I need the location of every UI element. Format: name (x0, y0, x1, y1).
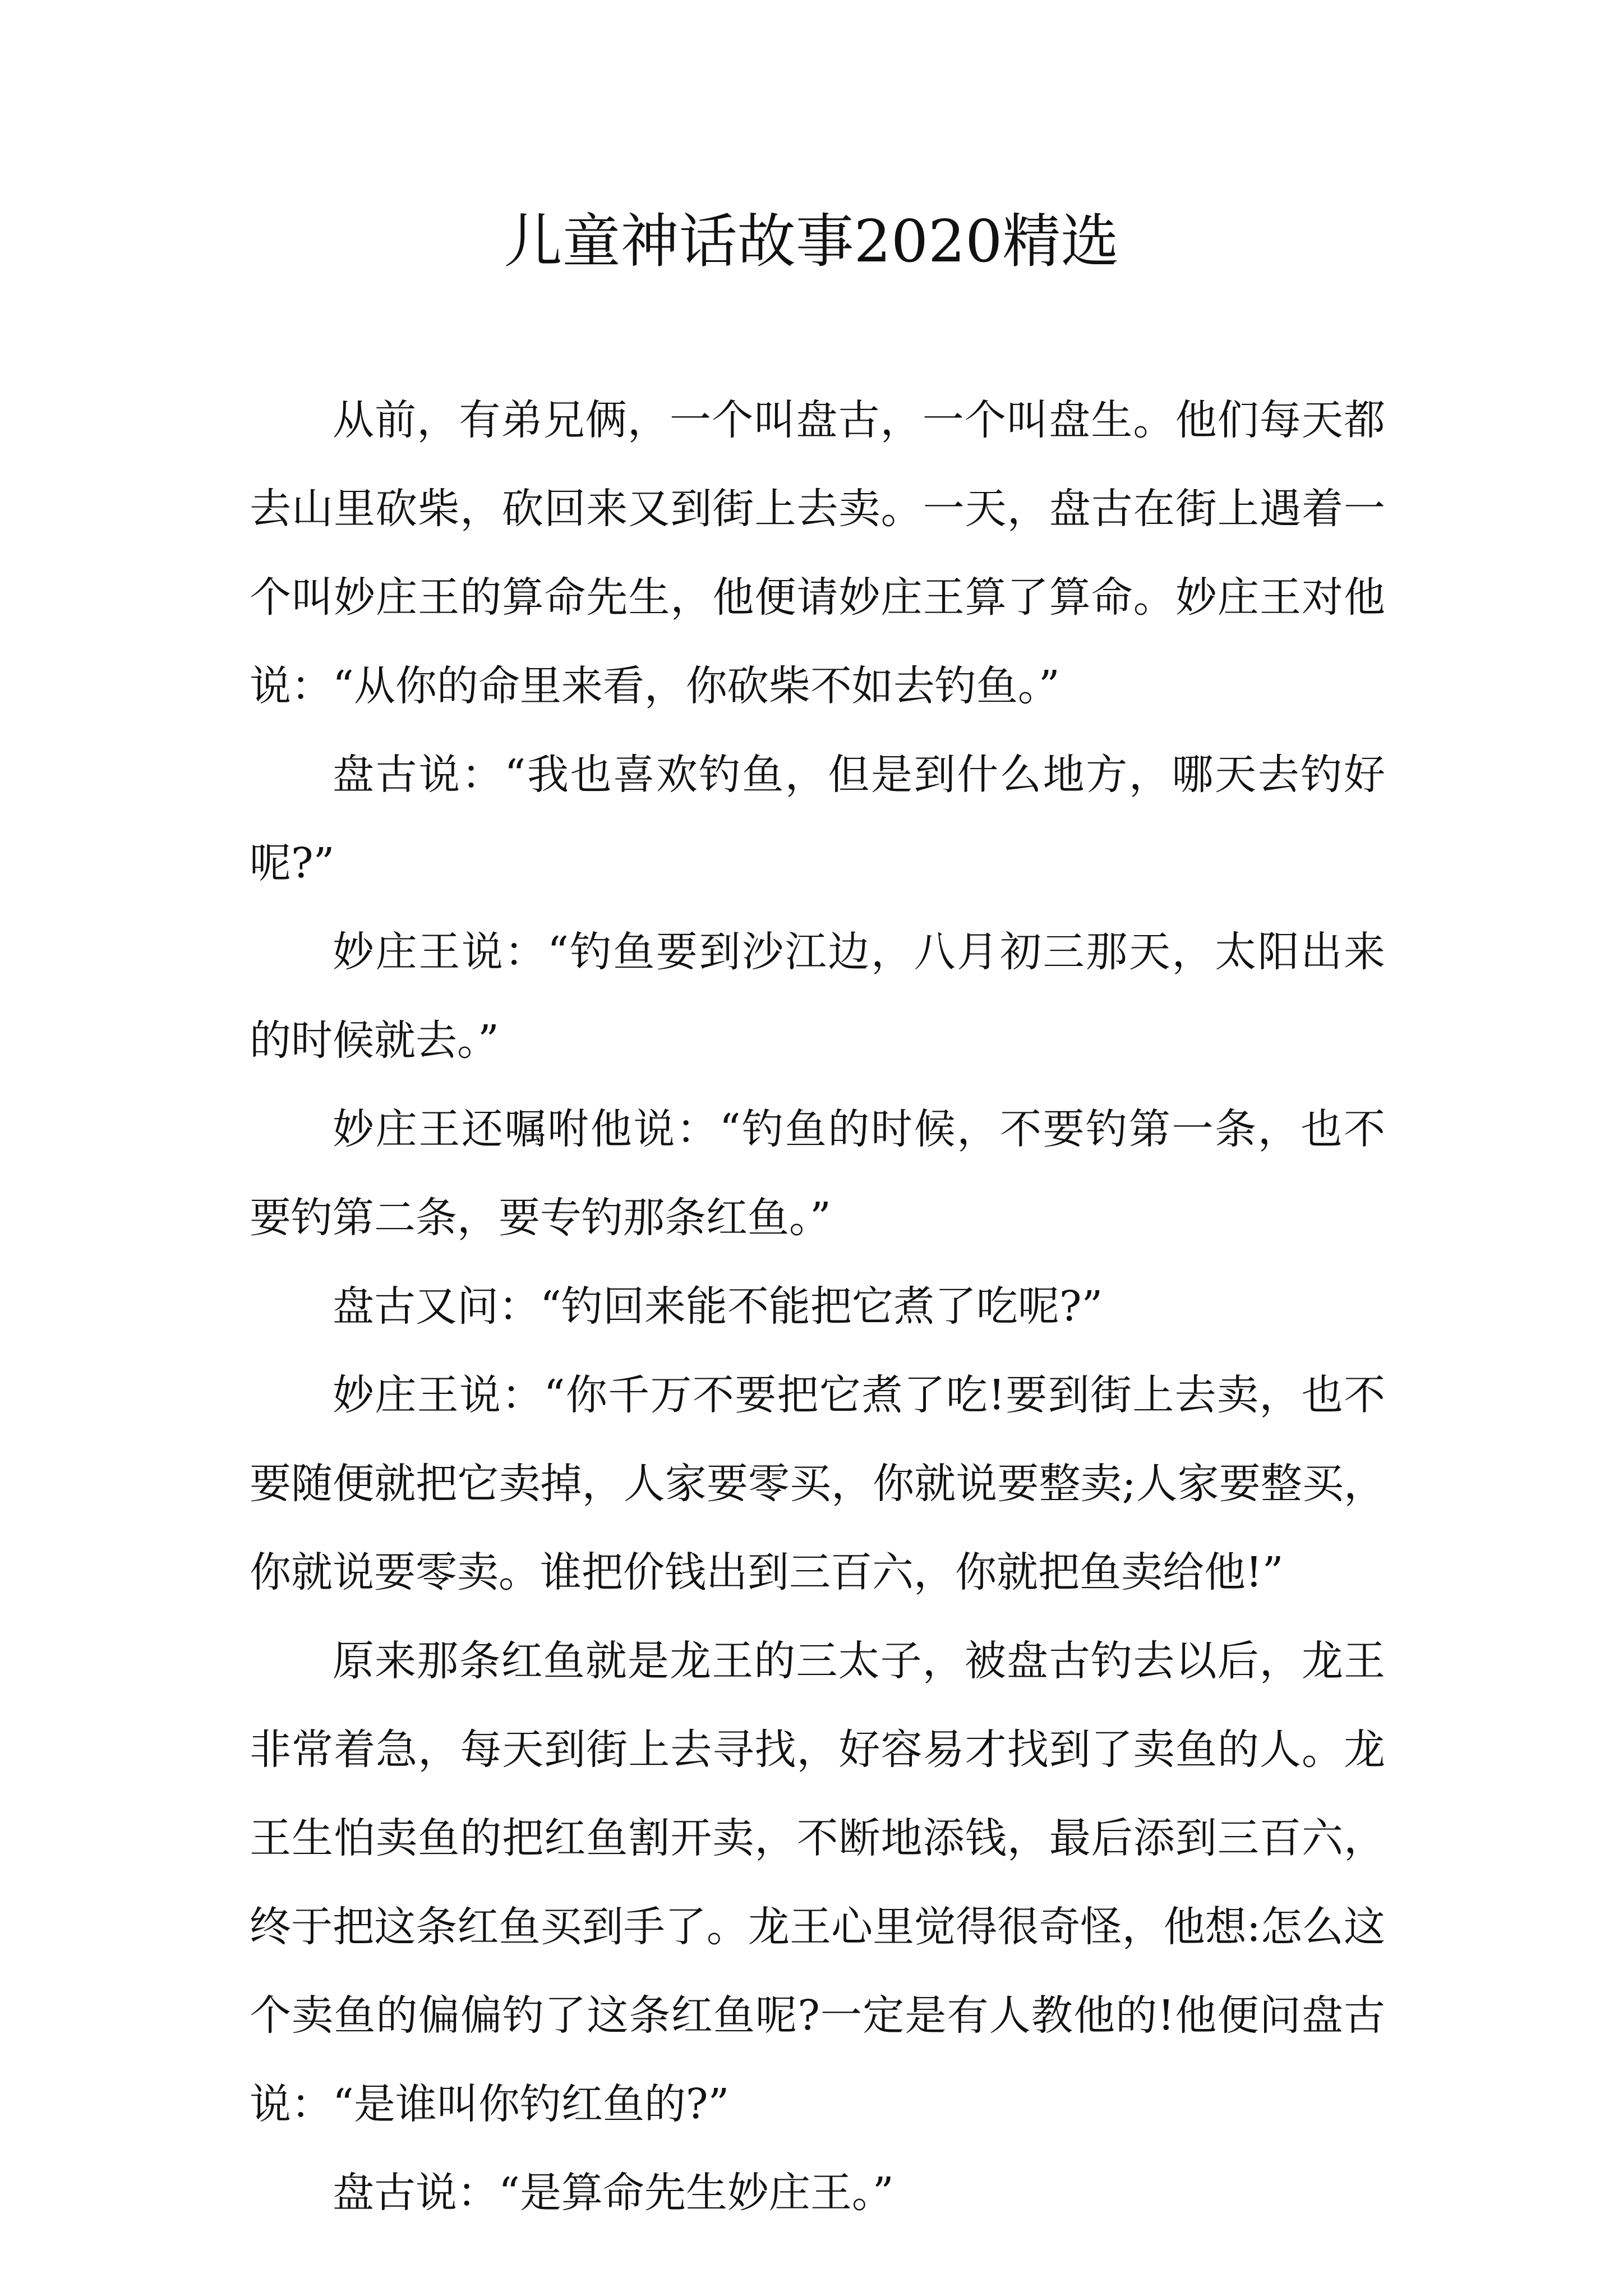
document-title: 儿童神话故事2020精选 (504, 207, 1119, 275)
paragraph-7: 原来那条红鱼就是龙王的三太子，被盘古钓去以后，龙王非常着急，每天到街上去寻找，好容易才找到了卖鱼的人。龙王生怕卖鱼的把红鱼割开卖，不断地添钱，最后添到三百六，终于把这条红鱼买到手了。龙王心里觉得很奇怪，他想:怎么这个卖鱼的偏偏钓了这条红鱼呢?一定是有人教他的!他便问盘古说：“是谁叫你钓红鱼的?” (250, 1637, 1385, 2128)
paragraph-2: 盘古说：“我也喜欢钓鱼，但是到什么地方，哪天去钓好呢?” (250, 751, 1385, 887)
paragraph-1: 从前，有弟兄俩，一个叫盘古，一个叫盘生。他们每天都去山里砍柴，砍回来又到街上去卖。一天，盘古在街上遇着一个叫妙庄王的算命先生，他便请妙庄王算了算命。妙庄王对他说：“从你的命里来看，你砍柴不如去钓鱼。” (250, 396, 1385, 710)
paragraph-3: 妙庄王说：“钓鱼要到沙江边，八月初三那天，太阳出来的时候就去。” (250, 928, 1385, 1065)
paragraph-5: 盘古又问：“钓回来能不能把它煮了吃呢?” (333, 1282, 1103, 1331)
document-body (250, 376, 1385, 2237)
paragraph-6: 妙庄王说：“你千万不要把它煮了吃!要到街上去卖，也不要随便就把它卖掉，人家要零买，你就说要整卖;人家要整买，你就说要零卖。谁把价钱出到三百六，你就把鱼卖给他!” (250, 1371, 1385, 1596)
paragraph-4: 妙庄王还嘱咐他说：“钓鱼的时候，不要钓第一条，也不要钓第二条，要专钓那条红鱼。” (250, 1105, 1385, 1242)
paragraph-8: 盘古说：“是算命先生妙庄王。” (333, 2169, 894, 2217)
